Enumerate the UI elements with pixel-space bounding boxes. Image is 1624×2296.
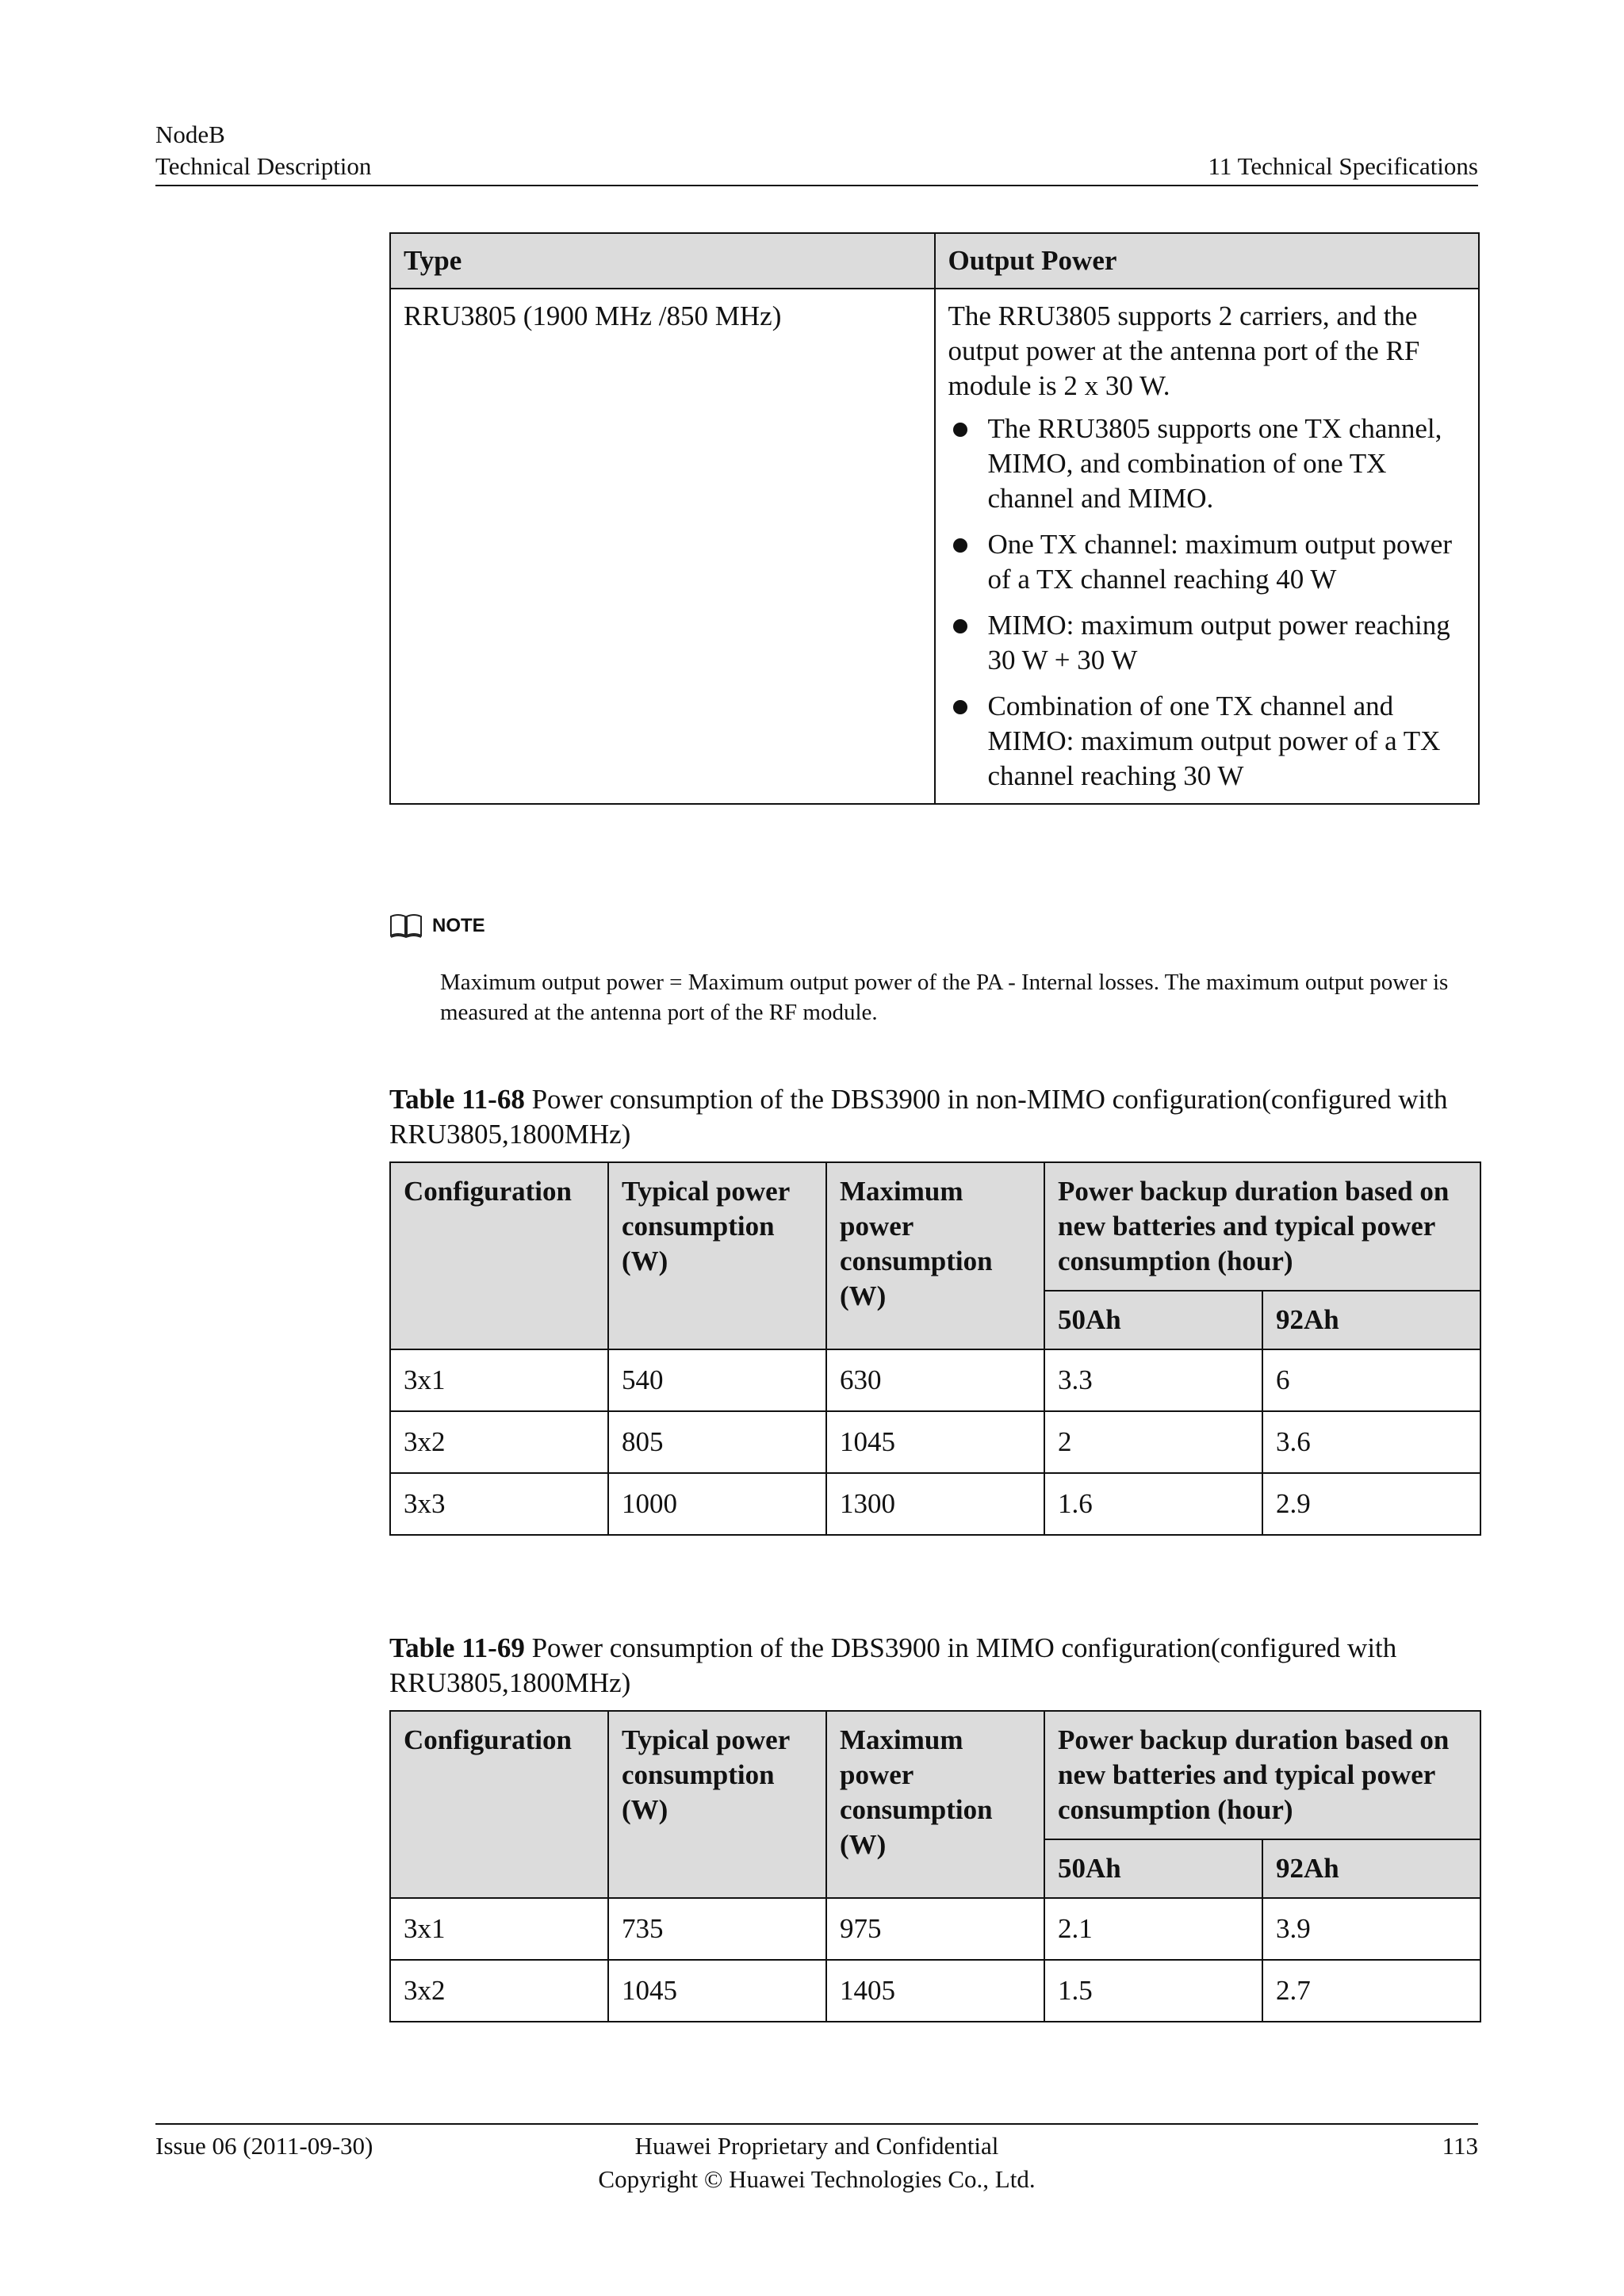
- table-header-row: [390, 233, 1479, 289]
- column-header-configuration: Configuration: [390, 1162, 608, 1349]
- note-heading: [389, 913, 1480, 939]
- table-caption: [389, 1082, 1480, 1152]
- cell: 975: [826, 1898, 1044, 1960]
- cell: 3x1: [390, 1898, 608, 1960]
- column-header-maximum-power: Maximum power consumption (W): [826, 1162, 1044, 1349]
- header-product: NodeB: [155, 121, 225, 148]
- caption-text: Power consumption of the DBS3900 in MIMO configuration(configured with RRU3805,1800MHz): [389, 1632, 1397, 1698]
- cell: 2: [1044, 1411, 1262, 1473]
- column-header-configuration: Configuration: [390, 1711, 608, 1898]
- cell: 1.6: [1044, 1473, 1262, 1535]
- book-icon: [389, 913, 423, 939]
- note-text: Maximum output power = Maximum output power of the PA - Internal losses. The maximum output power is measured at the antenna port of the RF module.: [440, 970, 1449, 1025]
- column-header-92ah: 92Ah: [1262, 1839, 1480, 1898]
- footer-issue: Issue 06 (2011-09-30): [155, 2132, 373, 2160]
- column-header-typical-power: Typical power consumption (W): [608, 1711, 826, 1898]
- cell: 3x2: [390, 1411, 608, 1473]
- column-header-backup-duration: Power backup duration based on new batteries and typical power consumption (hour): [1044, 1711, 1480, 1839]
- cell: 630: [826, 1349, 1044, 1411]
- cell: 6: [1262, 1349, 1480, 1411]
- cell: 3x1: [390, 1349, 608, 1411]
- column-header-50ah: 50Ah: [1044, 1291, 1262, 1349]
- cell: 1.5: [1044, 1960, 1262, 2022]
- table-row: [390, 1411, 1480, 1473]
- cell: 1300: [826, 1473, 1044, 1535]
- footer-copyright-line: Copyright © Huawei Technologies Co., Ltd.: [598, 2165, 1036, 2193]
- table-header-row: [390, 1162, 1480, 1291]
- cell: 1405: [826, 1960, 1044, 2022]
- column-header-92ah: 92Ah: [1262, 1291, 1480, 1349]
- cell: 805: [608, 1411, 826, 1473]
- table-row: [390, 1898, 1480, 1960]
- table-header-row: [390, 1711, 1480, 1839]
- list-item: The RRU3805 supports one TX channel, MIMO, and combination of one TX channel and MIMO.: [948, 411, 1466, 516]
- caption-number: Table 11-68: [389, 1084, 525, 1115]
- cell: 3x3: [390, 1473, 608, 1535]
- list-item: One TX channel: maximum output power of a TX channel reaching 40 W: [948, 527, 1466, 597]
- cell: 2.7: [1262, 1960, 1480, 2022]
- footer-copyright: [155, 2130, 1478, 2196]
- cell-output-power: [935, 289, 1480, 804]
- caption-text: Power consumption of the DBS3900 in non-MIMO configuration(configured with RRU3805,1800MHz): [389, 1084, 1448, 1150]
- note-block: [389, 913, 1480, 1027]
- cell: 3.9: [1262, 1898, 1480, 1960]
- list-item: MIMO: maximum output power reaching 30 W + 30 W: [948, 608, 1466, 678]
- cell: 2.9: [1262, 1473, 1480, 1535]
- page-footer: [155, 2123, 1478, 2196]
- column-header-typical-power: Typical power consumption (W): [608, 1162, 826, 1349]
- power-table-mimo: [389, 1710, 1481, 2022]
- page-number: 113: [1442, 2132, 1478, 2160]
- cell: 1045: [826, 1411, 1044, 1473]
- column-header-type: Type: [390, 233, 935, 289]
- cell: 3.3: [1044, 1349, 1262, 1411]
- column-header-maximum-power: Maximum power consumption (W): [826, 1711, 1044, 1898]
- column-header-50ah: 50Ah: [1044, 1839, 1262, 1898]
- table-row: [390, 1473, 1480, 1535]
- table-caption: [389, 1631, 1480, 1701]
- cell-type: RRU3805 (1900 MHz /850 MHz): [390, 289, 935, 804]
- header-rule: [155, 185, 1478, 186]
- cell: 3x2: [390, 1960, 608, 2022]
- output-bullet-list: [948, 411, 1466, 794]
- header-doc-title: Technical Description: [155, 152, 372, 180]
- output-intro: The RRU3805 supports 2 carriers, and the output power at the antenna port of the RF module is 2 x 30 W.: [948, 300, 1420, 401]
- column-header-backup-duration: Power backup duration based on new batteries and typical power consumption (hour): [1044, 1162, 1480, 1291]
- list-item: Combination of one TX channel and MIMO: maximum output power of a TX channel reaching 30 W: [948, 689, 1466, 794]
- cell: 3.6: [1262, 1411, 1480, 1473]
- cell: 735: [608, 1898, 826, 1960]
- note-label: NOTE: [432, 915, 485, 936]
- cell: 1045: [608, 1960, 826, 2022]
- table-row: [390, 1349, 1480, 1411]
- cell: 540: [608, 1349, 826, 1411]
- cell: 2.1: [1044, 1898, 1262, 1960]
- column-header-output-power: Output Power: [935, 233, 1480, 289]
- table-row: [390, 1960, 1480, 2022]
- footer-confidential: Huawei Proprietary and Confidential: [634, 2132, 999, 2160]
- header-chapter: 11 Technical Specifications: [1208, 152, 1478, 180]
- output-power-table: [389, 232, 1480, 805]
- power-table-non-mimo: [389, 1161, 1481, 1536]
- page-header: [155, 119, 1478, 182]
- cell: 1000: [608, 1473, 826, 1535]
- caption-number: Table 11-69: [389, 1632, 525, 1663]
- table-row: [390, 289, 1479, 804]
